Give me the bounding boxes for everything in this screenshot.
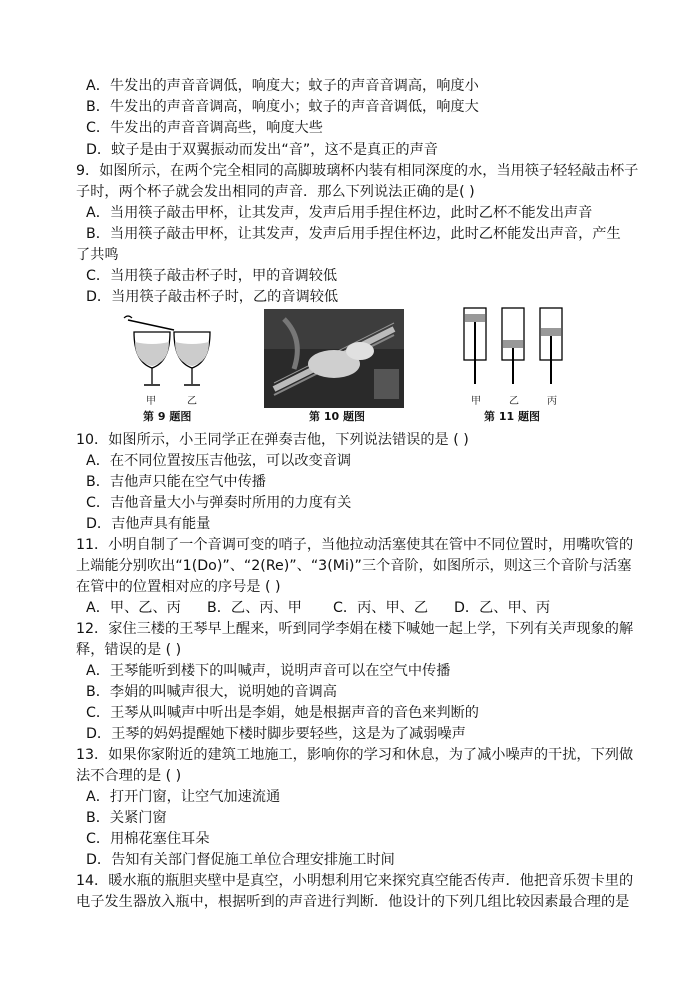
fig10-caption: 第 10 题图	[309, 410, 365, 423]
q12-option-c: C．王琴从叫喊声中听出是李娟，她是根据声音的音色来判断的	[86, 705, 479, 721]
q9-option-b-line-2: 了共鸣	[76, 247, 119, 263]
q12-option-d: D．王琴的妈妈提醒她下楼时脚步要轻些，这是为了减弱噪声	[86, 726, 466, 742]
q9-option-a: A．当用筷子敲击甲杯，让其发声，发声后用手捏住杯边，此时乙杯不能发出声音	[86, 205, 593, 221]
q12-option-b: B．李娟的叫喊声很大，说明她的音调高	[86, 684, 337, 700]
q11-option-d: D．乙、甲、丙	[454, 600, 551, 616]
fig9-goblets-image	[122, 310, 222, 396]
q11-option-b: B．乙、丙、甲	[207, 600, 302, 616]
q10-option-d: D．吉他声具有能量	[86, 516, 211, 532]
q13-stem-line-2: 法不合理的是 ( )	[76, 768, 182, 784]
q11-option-a: A．甲、乙、丙	[86, 600, 181, 616]
q10-option-c: C．吉他音量大小与弹奏时所用的力度有关	[86, 495, 352, 511]
q8-option-d: D．蚊子是由于双翼振动而发出“音”，这不是真正的声音	[86, 142, 438, 158]
q11-option-c: C．丙、甲、乙	[333, 600, 429, 616]
fig9-label-yi: 乙	[187, 396, 197, 407]
fig11-label-jia: 甲	[471, 396, 481, 407]
q11-stem-line-3: 在管中的位置相对应的序号是 ( )	[76, 579, 281, 595]
fig11-label-yi: 乙	[509, 396, 519, 407]
q10-option-b: B．吉他声只能在空气中传播	[86, 474, 266, 490]
q8-option-c: C．牛发出的声音音调高些，响度大些	[86, 120, 323, 136]
q13-option-c: C．用棉花塞住耳朵	[86, 831, 210, 847]
q9-option-b-line-1: B．当用筷子敲击甲杯，让其发声，发声后用手捏住杯边，此时乙杯能发出声音，产生	[86, 226, 621, 242]
q9-stem-line-2: 子时，两个杯子就会发出相同的声音．那么下列说法正确的是( )	[76, 184, 475, 200]
q12-option-a: A．王琴能听到楼下的叫喊声，说明声音可以在空气中传播	[86, 663, 451, 679]
q9-option-d: D．当用筷子敲击杯子时，乙的音调较低	[86, 289, 339, 305]
q10-option-a: A．在不同位置按压吉他弦，可以改变音调	[86, 453, 352, 469]
q13-option-a: A．打开门窗，让空气加速流通	[86, 789, 281, 805]
q11-stem-line-1: 11．小明自制了一个音调可变的哨子，当他拉动活塞使其在管中不同位置时，用嘴吹管的	[76, 537, 634, 553]
q9-option-c: C．当用筷子敲击杯子时，甲的音调较低	[86, 268, 338, 284]
fig9-label-jia: 甲	[146, 396, 156, 407]
q13-stem-line-1: 13．如果你家附近的建筑工地施工，影响你的学习和休息，为了减小噪声的干扰，下列做	[76, 747, 634, 763]
fig11-whistle-tubes-image	[458, 304, 578, 396]
fig10-guitar-photo	[264, 309, 404, 408]
q8-option-b: B．牛发出的声音音调高，响度小；蚊子的声音音调低，响度大	[86, 99, 479, 115]
q10-stem: 10．如图所示，小王同学正在弹奏吉他，下列说法错误的是 ( )	[76, 432, 469, 448]
q9-stem-line-1: 9．如图所示，在两个完全相同的高脚玻璃杯内装有相同深度的水，当用筷子轻轻敲击杯子	[76, 163, 639, 179]
q14-stem-line-1: 14．暖水瓶的瓶胆夹壁中是真空，小明想利用它来探究真空能否传声．他把音乐贺卡里的	[76, 873, 634, 889]
fig9-caption: 第 9 题图	[143, 410, 192, 423]
fig11-label-bing: 丙	[547, 396, 557, 407]
q14-stem-line-2: 电子发生器放入瓶中，根据听到的声音进行判断．他设计的下列几组比较因素最合理的是	[76, 894, 630, 910]
q13-option-d: D．告知有关部门督促施工单位合理安排施工时间	[86, 852, 395, 868]
q12-stem-line-2: 释，错误的是 ( )	[76, 642, 182, 658]
q12-stem-line-1: 12．家住三楼的王琴早上醒来，听到同学李娟在楼下喊她一起上学，下列有关声现象的解	[76, 621, 634, 637]
q13-option-b: B．关紧门窗	[86, 810, 167, 826]
fig11-caption: 第 11 题图	[484, 410, 540, 423]
q8-option-a: A．牛发出的声音音调低，响度大；蚊子的声音音调高，响度小	[86, 78, 479, 94]
q11-stem-line-2: 上端能分别吹出“1(Do)”、“2(Re)”、“3(Mi)”三个音阶，如图所示，则这三个音阶与活塞	[76, 558, 632, 574]
